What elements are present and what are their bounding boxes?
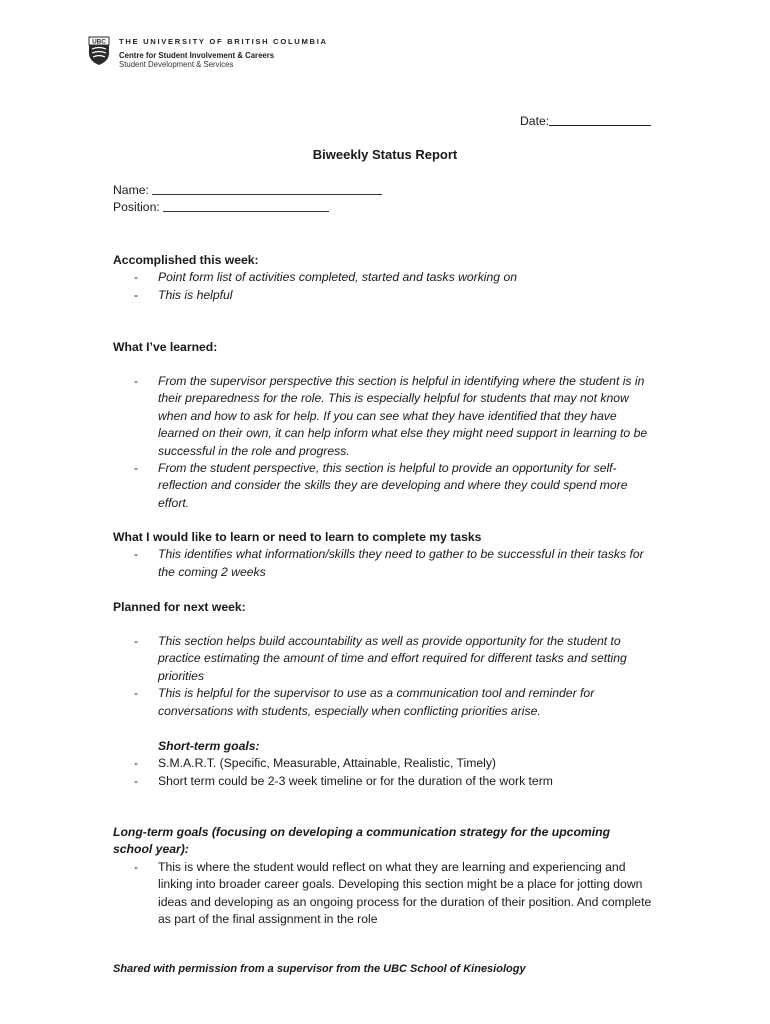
name-blank-line bbox=[152, 182, 382, 195]
list-item: - This section helps build accountability as well as provide opportunity for the student to practice estimating the amount of time and effort required for different tasks and setting priorities bbox=[113, 633, 654, 685]
ubc-crest-icon bbox=[88, 36, 110, 66]
list-item: - Point form list of activities completed, started and tasks working on bbox=[113, 269, 654, 286]
date-blank-line bbox=[549, 112, 651, 126]
footer-note: Shared with permission from a supervisor from the UBC School of Kinesiology bbox=[113, 963, 526, 975]
planned-list bbox=[113, 633, 673, 720]
section-heading: Accomplished this week: bbox=[113, 253, 259, 267]
ubc-logo bbox=[88, 36, 328, 69]
university-name: THE UNIVERSITY OF BRITISH COLUMBIA bbox=[119, 37, 328, 46]
learned-list bbox=[113, 373, 673, 512]
report-title: Biweekly Status Report bbox=[312, 147, 458, 162]
date-label: Date: bbox=[520, 114, 550, 128]
section-heading: What I’ve learned: bbox=[113, 340, 218, 354]
section-heading: Planned for next week: bbox=[113, 600, 246, 614]
position-field bbox=[113, 199, 673, 216]
list-item: - From the student perspective, this section is helpful to provide an opportunity for self-reflection and consider the skills they are developing and where they could spend more effort. bbox=[113, 460, 654, 512]
list-item: - This identifies what information/skills they need to gather to be successful in their tasks for the coming 2 weeks bbox=[113, 546, 654, 581]
list-item: - This is where the student would reflect on what they are learning and experiencing and linking into broader career goals. Developing this section might be a place for jotting down ideas and developing as an ongoing process for the duration of their position. And complete as part of the final assignment in the role bbox=[113, 859, 654, 929]
section-heading: Long-term goals (focusing on developing a communication strategy for the upcoming school year): bbox=[113, 825, 611, 857]
list-item: - Short term could be 2-3 week timeline or for the duration of the work term bbox=[113, 773, 654, 790]
short-term-section bbox=[113, 738, 673, 790]
identity-fields bbox=[113, 182, 673, 217]
department-name: Student Development & Services bbox=[119, 60, 234, 70]
accomplished-section bbox=[113, 252, 673, 304]
date-field bbox=[520, 112, 651, 130]
planned-section bbox=[113, 599, 673, 616]
list-item: - This is helpful bbox=[113, 287, 654, 304]
learned-section bbox=[113, 339, 673, 356]
name-field bbox=[113, 182, 673, 199]
list-item: - S.M.A.R.T. (Specific, Measurable, Attainable, Realistic, Timely) bbox=[113, 755, 654, 772]
name-label: Name: bbox=[113, 183, 149, 197]
centre-name: Centre for Student Involvement & Careers bbox=[119, 50, 275, 60]
long-term-section bbox=[113, 824, 673, 928]
position-blank-line bbox=[163, 199, 329, 212]
list-item: - From the supervisor perspective this section is helpful in identifying where the student is in their preparedness for the role. This is especially helpful for students that may not know when and how to ask for help. If you can see what they have identified that they have learned on their own, it can help inform what else they might need support in learning to be successful in the role and progress. bbox=[113, 373, 654, 460]
logo-mark: UBC bbox=[92, 38, 106, 46]
would-like-section bbox=[113, 529, 673, 581]
section-heading: What I would like to learn or need to learn to complete my tasks bbox=[113, 530, 482, 544]
section-heading: Short-term goals: bbox=[158, 739, 260, 753]
position-label: Position: bbox=[113, 200, 160, 215]
list-item: - This is helpful for the supervisor to use as a communication tool and reminder for conversations with students, especially when conflicting priorities arise. bbox=[113, 685, 654, 720]
